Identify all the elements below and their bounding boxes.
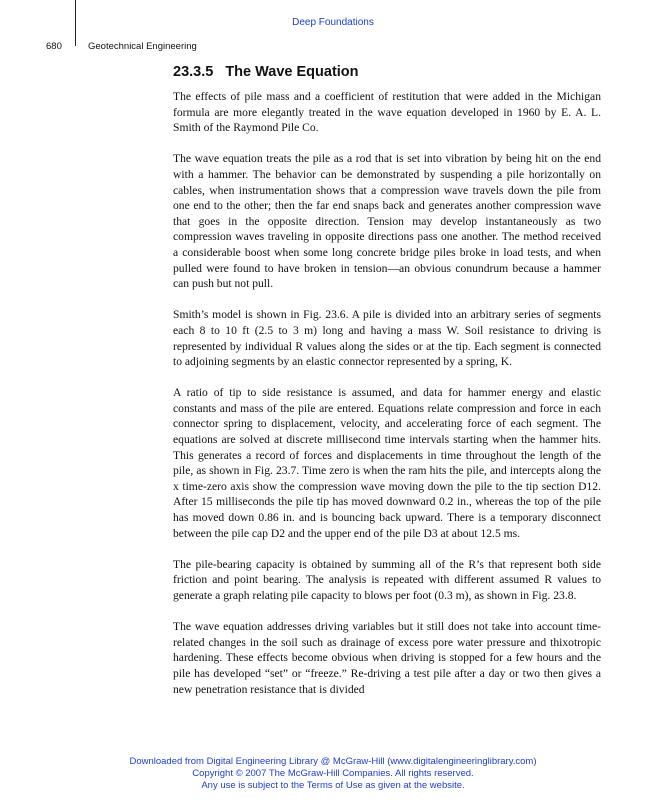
chapter-link[interactable]: Deep Foundations <box>292 17 374 28</box>
footer-copyright[interactable]: Copyright © 2007 The McGraw-Hill Companies. All rights reserved. <box>192 768 474 779</box>
footer <box>0 756 666 792</box>
paragraph-smith-model: Smith’s model is shown in Fig. 23.6. A pile is divided into an arbitrary series of segments each 8 to 10 ft (2.5 to 3 m) long and having a mass W. Soil resistance to driving is represented by individual R values along the sides or at the tip. Each segment is connected to adjoining segments by an elastic connector represented by a spring, K. <box>173 308 601 369</box>
footer-download-link[interactable]: Downloaded from Digital Engineering Library @ McGraw-Hill (www.digitalengineeringlibrary.com) <box>129 756 537 767</box>
header-divider <box>75 0 76 46</box>
paragraph-limitations: The wave equation addresses driving variables but it still does not take into account time-related changes in the soil such as drainage of excess pore water pressure and thixotropic hardening. These effects become obvious when driving is stopped for a few hours and the pile has developed “set” or “freeze.” Re-driving a test pile after a day or two then gives a new penetration resistance that is divided <box>173 620 601 696</box>
footer-terms[interactable]: Any use is subject to the Terms of Use as given at the website. <box>201 780 465 791</box>
running-head: Geotechnical Engineering <box>88 41 197 52</box>
paragraph-bearing-capacity: The pile-bearing capacity is obtained by summing all of the R’s that represent both side friction and point bearing. The analysis is repeated with different assumed R values to generate a graph relating pile capacity to blows per foot (0.3 m), as shown in Fig. 23.8. <box>173 557 601 602</box>
section-number: 23.3.5 <box>173 64 214 80</box>
paragraph-solution-method: A ratio of tip to side resistance is assumed, and data for hammer energy and elastic constants and mass of the pile are entered. Equations relate compression and force in each connector spring to displacement, velocity, and accelerating force of each segment. The equations are solved at discrete millisecond time intervals starting when the hammer hits. This generates a record of forces and displacements in time throughout the length of the pile, as shown in Fig. 23.7. Time zero is when the ram hits the pile, and intercepts along the x time-zero axis show the compression wave moving down the pile to the tip section D12. After 15 milliseconds the pile tip has moved downward 0.2 in., whereas the top of the pile has moved down 0.86 in. and is bouncing back upward. There is a temporary disconnect between the pile cap D2 and the upper end of the pile D3 at about 12.5 ms. <box>173 386 601 540</box>
section-title: The Wave Equation <box>225 64 359 80</box>
paragraph-wave-behavior: The wave equation treats the pile as a rod that is set into vibration by being hit on the end with a hammer. The behavior can be demonstrated by suspending a pile horizontally on cables, when instrumentation shows that a compression wave travels down the pile from one end to the other; then the far end snaps back and generates another compression wave that goes in the opposite direction. Tension may develop instantaneously as two compression waves traveling in opposite directions pass one another. The method received a considerable boost when some long concrete bridge piles broke in load tests, and when pulled were found to have broken in tension—an obvious conundrum because a hammer can push but not pull. <box>173 152 601 291</box>
page-body <box>173 64 601 713</box>
section-heading <box>173 64 601 80</box>
paragraph-intro: The effects of pile mass and a coefficient of restitution that were added in the Michigan formula are more elegantly treated in the wave equation developed in 1960 by E. A. L. Smith of the Raymond Pile Co. <box>173 90 601 135</box>
page-number: 680 <box>46 41 62 52</box>
